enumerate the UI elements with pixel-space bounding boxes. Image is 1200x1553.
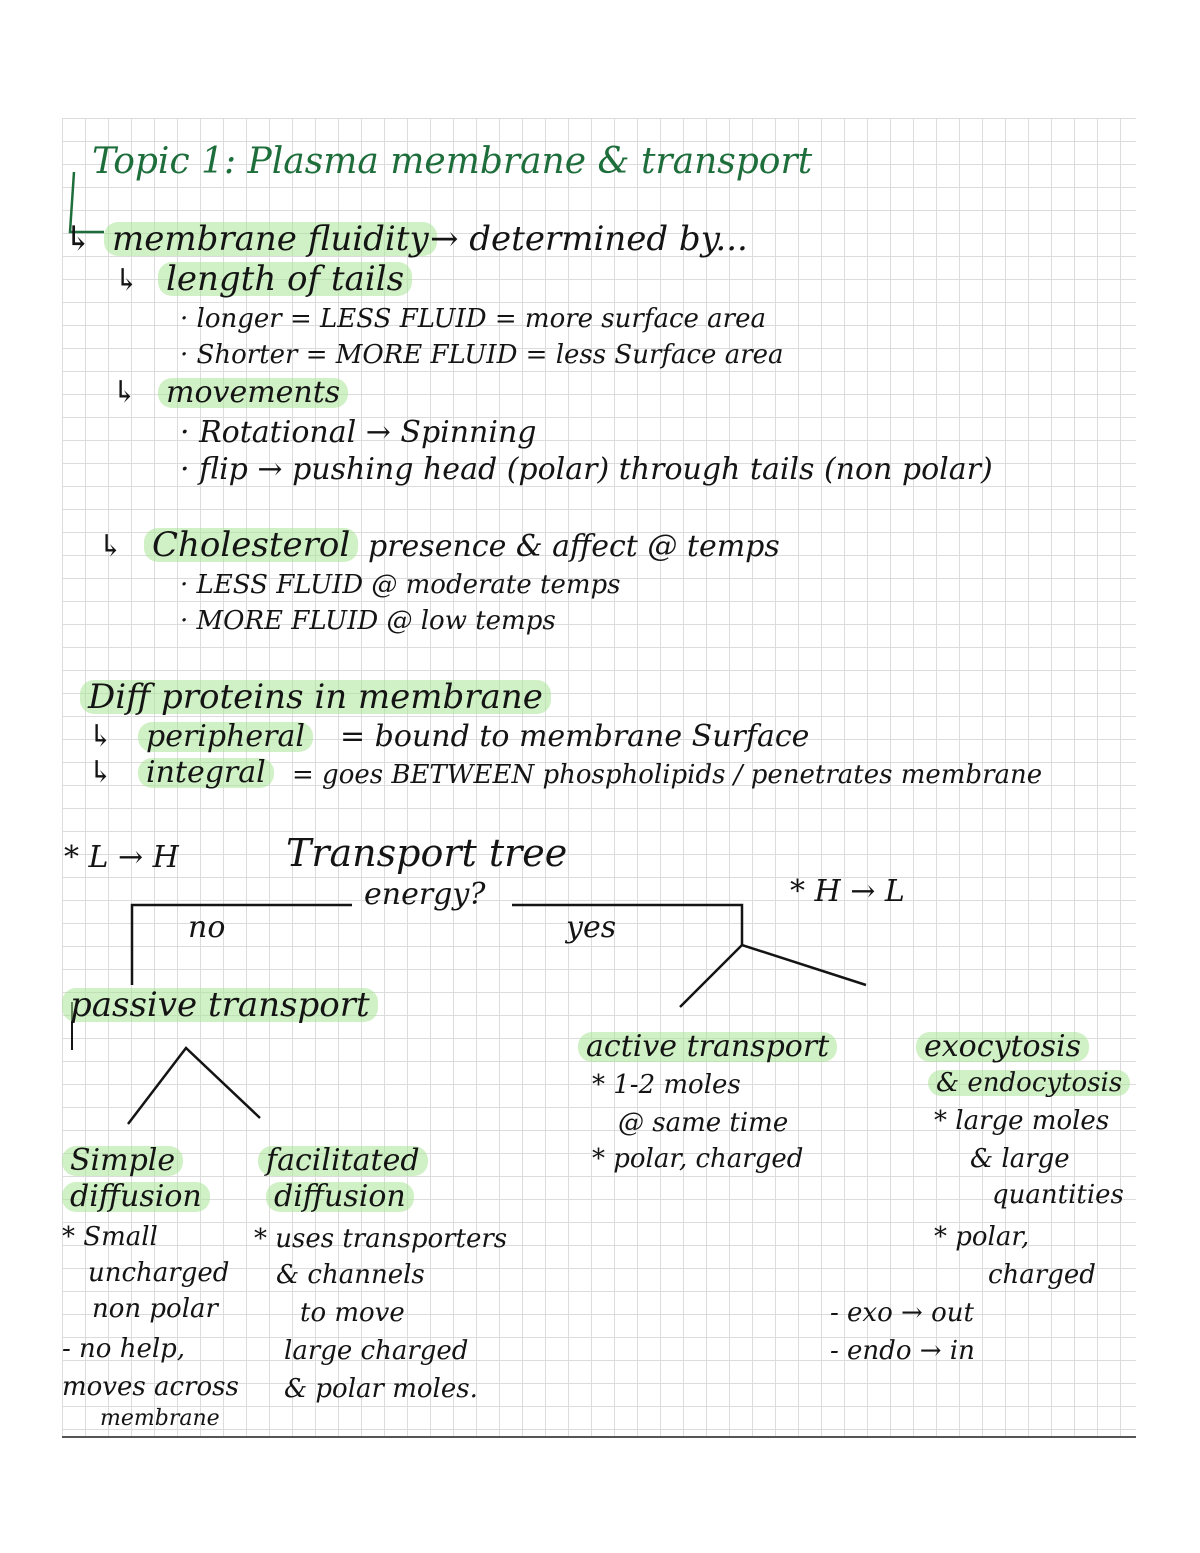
passive-fork bbox=[128, 1048, 260, 1124]
movements-rotational: · Rotational → Spinning bbox=[180, 415, 537, 450]
simple-title: Simple bbox=[62, 1146, 183, 1176]
tails-label: length of tails bbox=[158, 262, 412, 296]
energy-right-branch bbox=[512, 905, 742, 945]
cholesterol-less: · LESS FLUID @ moderate temps bbox=[180, 570, 621, 600]
facilitated-title-2: diffusion bbox=[266, 1182, 414, 1212]
page-title: Topic 1: Plasma membrane & transport bbox=[92, 141, 813, 182]
arrow-icon: ↳ bbox=[112, 375, 138, 410]
yes-fork bbox=[680, 945, 866, 1007]
exo-line: & large bbox=[970, 1144, 1070, 1174]
exo-title: exocytosis bbox=[916, 1032, 1089, 1062]
movements-label: movements bbox=[158, 378, 348, 408]
peripheral-label: peripheral bbox=[138, 722, 313, 752]
cholesterol-label: Cholesterol bbox=[144, 528, 358, 562]
simple-line: * Small bbox=[62, 1222, 158, 1252]
facilitated-line: & polar moles. bbox=[284, 1374, 478, 1404]
exo-line: quantities bbox=[992, 1180, 1124, 1210]
tails-longer: · longer = LESS FLUID = more surface area bbox=[180, 304, 766, 334]
active-line: * 1-2 moles bbox=[592, 1070, 741, 1100]
arrow-icon: ↳ bbox=[64, 219, 93, 259]
exo-line: * large moles bbox=[934, 1106, 1110, 1136]
arrow-icon: ↳ bbox=[88, 755, 114, 790]
cholesterol-rest: presence & affect @ temps bbox=[368, 529, 780, 564]
simple-line: non polar bbox=[92, 1294, 218, 1324]
facilitated-line: * uses transporters bbox=[254, 1224, 508, 1254]
arrow-icon: ↳ bbox=[88, 719, 114, 754]
facilitated-line: large charged bbox=[284, 1336, 469, 1366]
fluidity-determined: → determined by... bbox=[430, 219, 748, 259]
facilitated-line: & channels bbox=[276, 1260, 425, 1290]
facilitated-title: facilitated bbox=[258, 1146, 428, 1176]
active-line: * polar, charged bbox=[592, 1144, 804, 1174]
simple-title-2: diffusion bbox=[62, 1182, 210, 1212]
movements-flip: · flip → pushing head (polar) through tails (non polar) bbox=[180, 452, 993, 487]
active-line: @ same time bbox=[618, 1108, 789, 1138]
active-title: active transport bbox=[578, 1032, 837, 1062]
simple-line: membrane bbox=[100, 1406, 220, 1431]
exo-line: * polar, bbox=[934, 1222, 1030, 1252]
peripheral-definition: = bound to membrane Surface bbox=[340, 719, 810, 754]
passive-transport: passive transport bbox=[62, 988, 378, 1022]
exo-title-2: & endocytosis bbox=[928, 1070, 1130, 1096]
energy-question: energy? bbox=[364, 877, 486, 912]
simple-line: moves across bbox=[62, 1372, 239, 1402]
arrow-icon: ↳ bbox=[98, 529, 124, 564]
tree-title: Transport tree bbox=[286, 831, 568, 875]
proteins-heading: Diff proteins in membrane bbox=[80, 680, 551, 714]
cholesterol-more: · MORE FLUID @ low temps bbox=[180, 606, 556, 636]
exo-line: - endo → in bbox=[830, 1336, 975, 1366]
yes-label: yes bbox=[566, 910, 617, 945]
tails-shorter: · Shorter = MORE FLUID = less Surface area bbox=[180, 340, 784, 370]
exo-line: - exo → out bbox=[830, 1298, 974, 1328]
simple-line: - no help, bbox=[62, 1334, 186, 1364]
facilitated-line: to move bbox=[300, 1298, 405, 1328]
exo-line: charged bbox=[988, 1260, 1096, 1290]
no-label: no bbox=[188, 910, 226, 945]
simple-line: uncharged bbox=[88, 1258, 230, 1288]
fluidity-heading: membrane fluidity bbox=[104, 222, 437, 256]
right-note: * H → L bbox=[790, 874, 905, 909]
arrow-icon: ↳ bbox=[114, 263, 140, 298]
integral-definition: = goes BETWEEN phospholipids / penetrates membrane bbox=[292, 760, 1043, 790]
left-note: * L → H bbox=[64, 840, 179, 875]
energy-left-branch bbox=[132, 905, 352, 985]
integral-label: integral bbox=[138, 758, 274, 788]
